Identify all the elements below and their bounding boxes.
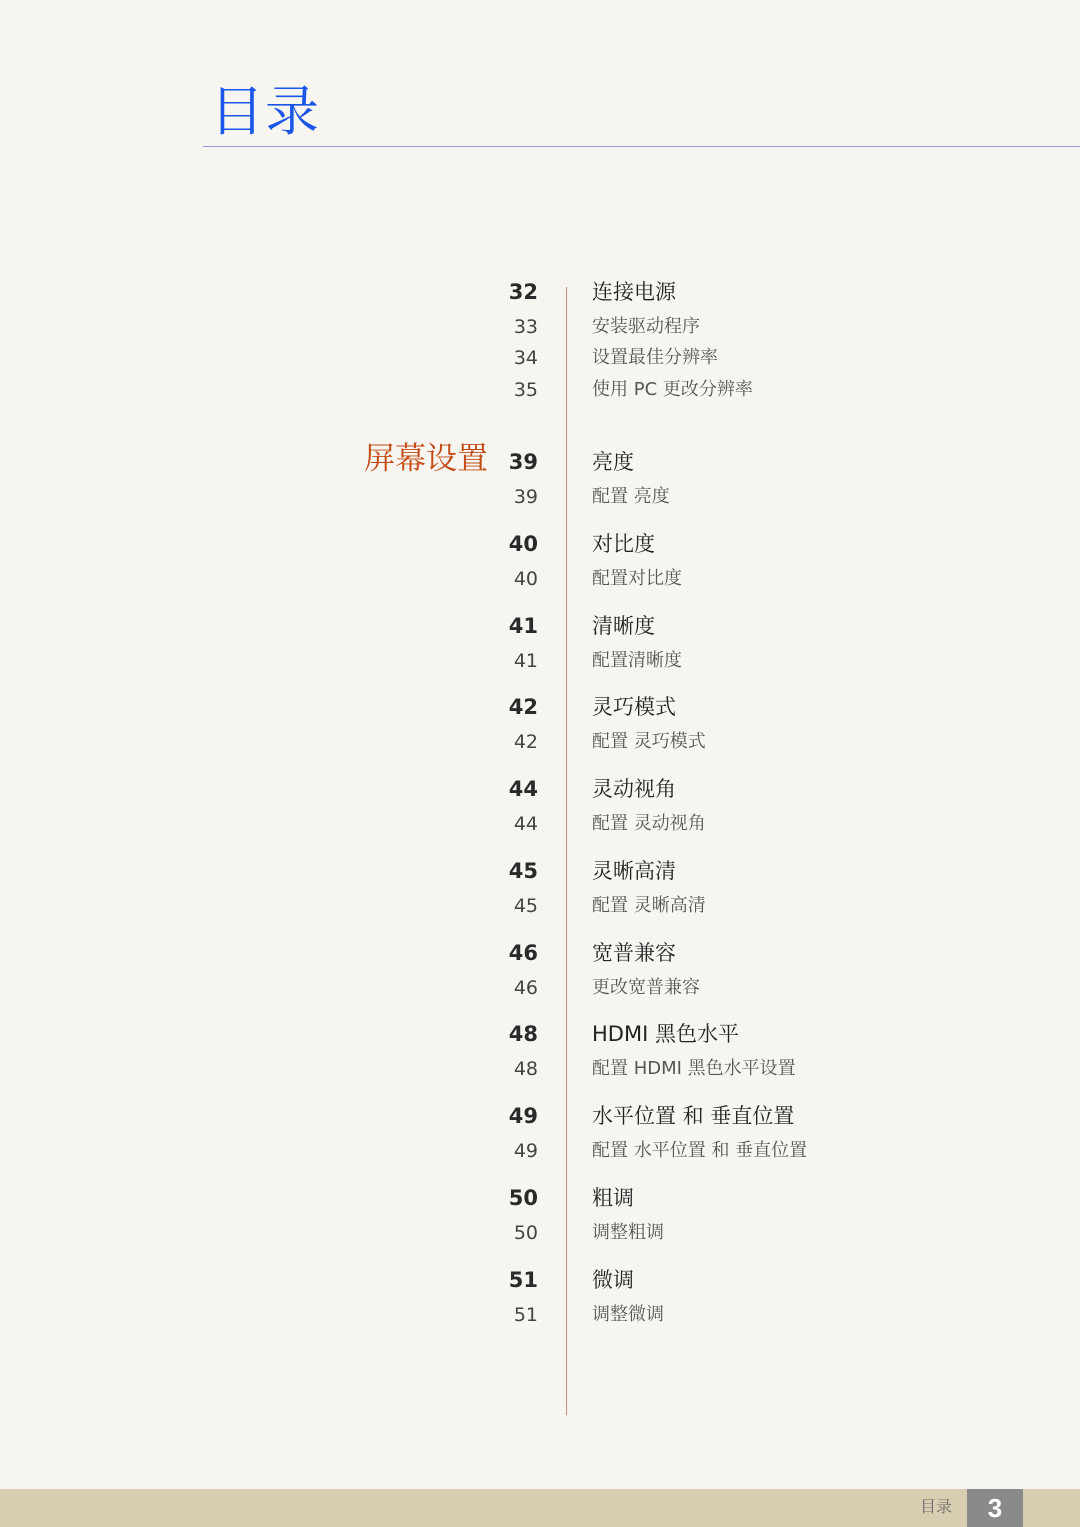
toc-page-number: 48 xyxy=(508,1022,538,1046)
page-number-badge: 3 xyxy=(967,1489,1023,1527)
toc-entry-title[interactable]: 连接电源 xyxy=(592,280,676,304)
toc-page-number: 42 xyxy=(513,731,538,753)
toc-subentry[interactable] xyxy=(0,1300,1080,1330)
toc-page-number: 45 xyxy=(508,859,538,883)
page-title: 目录 xyxy=(210,80,320,143)
toc-subentry[interactable] xyxy=(0,646,1080,676)
toc-entry-title[interactable]: 灵动视角 xyxy=(592,777,676,801)
toc-page-number: 32 xyxy=(508,280,538,304)
toc-page-number: 48 xyxy=(513,1058,538,1080)
toc-page-number: 46 xyxy=(508,941,538,965)
toc-page-number: 40 xyxy=(508,532,538,556)
toc-entry-title[interactable]: 微调 xyxy=(592,1268,634,1292)
toc-subentry[interactable] xyxy=(0,891,1080,921)
toc-subentry[interactable] xyxy=(0,482,1080,512)
toc-entry[interactable] xyxy=(0,529,1080,559)
toc-subentry-title[interactable]: 安装驱动程序 xyxy=(592,316,700,337)
footer-section-label: 目录 xyxy=(919,1497,952,1516)
toc-page-number: 34 xyxy=(513,347,538,369)
section-heading: 屏幕设置 xyxy=(364,441,488,477)
toc-page-number: 35 xyxy=(513,379,538,401)
toc-page-number: 45 xyxy=(513,895,538,917)
toc-page-number: 51 xyxy=(513,1304,538,1326)
toc-subentry-title[interactable]: 配置 水平位置 和 垂直位置 xyxy=(592,1140,808,1161)
toc-subentry-title[interactable]: 配置 亮度 xyxy=(592,486,670,507)
toc-entry[interactable] xyxy=(0,447,1080,477)
toc-page-number: 44 xyxy=(508,777,538,801)
toc-page-number: 49 xyxy=(513,1140,538,1162)
title-divider xyxy=(203,146,1080,147)
toc-entry-title[interactable]: 宽普兼容 xyxy=(592,941,676,965)
toc-entry-title[interactable]: 清晰度 xyxy=(592,614,655,638)
toc-page-number: 50 xyxy=(508,1186,538,1210)
toc-entry[interactable] xyxy=(0,856,1080,886)
toc-entry[interactable] xyxy=(0,774,1080,804)
toc-page-number: 44 xyxy=(513,813,538,835)
toc-page-number: 46 xyxy=(513,977,538,999)
toc-entry-title[interactable]: 水平位置 和 垂直位置 xyxy=(592,1104,795,1128)
toc-entry-title[interactable]: 对比度 xyxy=(592,532,655,556)
toc-entry-title[interactable]: 灵巧模式 xyxy=(592,695,676,719)
toc-subentry[interactable] xyxy=(0,312,1080,342)
toc-page-number: 42 xyxy=(508,695,538,719)
toc-page-number: 39 xyxy=(508,450,538,474)
toc-page-number: 50 xyxy=(513,1222,538,1244)
toc-subentry-title[interactable]: 配置对比度 xyxy=(592,568,682,589)
toc-subentry-title[interactable]: 配置 HDMI 黑色水平设置 xyxy=(592,1058,796,1079)
toc-subentry-title[interactable]: 调整微调 xyxy=(592,1304,664,1325)
toc-entry-title[interactable]: 亮度 xyxy=(592,450,634,474)
toc-subentry[interactable] xyxy=(0,727,1080,757)
toc-subentry-title[interactable]: 配置清晰度 xyxy=(592,650,682,671)
toc-subentry-title[interactable]: 配置 灵巧模式 xyxy=(592,731,706,752)
toc-entry[interactable] xyxy=(0,1265,1080,1295)
toc-subentry[interactable] xyxy=(0,809,1080,839)
toc-subentry-title[interactable]: 配置 灵晰高清 xyxy=(592,895,706,916)
toc-subentry-title[interactable]: 配置 灵动视角 xyxy=(592,813,706,834)
toc-entry-title[interactable]: 灵晰高清 xyxy=(592,859,676,883)
toc-entry-title[interactable]: HDMI 黑色水平 xyxy=(592,1022,739,1046)
toc-page-number: 49 xyxy=(508,1104,538,1128)
toc-entry[interactable] xyxy=(0,938,1080,968)
toc-subentry[interactable] xyxy=(0,1218,1080,1248)
toc-subentry-title[interactable]: 设置最佳分辨率 xyxy=(592,347,718,368)
toc-subentry-title[interactable]: 更改宽普兼容 xyxy=(592,977,700,998)
toc-page-number: 41 xyxy=(508,614,538,638)
toc-subentry-title[interactable]: 调整粗调 xyxy=(592,1222,664,1243)
toc-entry[interactable] xyxy=(0,692,1080,722)
toc-entry[interactable] xyxy=(0,1019,1080,1049)
footer-band xyxy=(0,1489,1080,1527)
toc-entry[interactable] xyxy=(0,611,1080,641)
toc-page-number: 39 xyxy=(513,486,538,508)
toc-entry-title[interactable]: 粗调 xyxy=(592,1186,634,1210)
toc-page-number: 41 xyxy=(513,650,538,672)
toc-entry[interactable] xyxy=(0,1101,1080,1131)
toc-entry[interactable] xyxy=(0,277,1080,307)
toc-subentry[interactable] xyxy=(0,1054,1080,1084)
toc-page-number: 40 xyxy=(513,568,538,590)
toc-subentry-title[interactable]: 使用 PC 更改分辨率 xyxy=(592,379,753,400)
toc-page-number: 51 xyxy=(508,1268,538,1292)
toc-entry[interactable] xyxy=(0,1183,1080,1213)
toc-subentry[interactable] xyxy=(0,564,1080,594)
toc-subentry[interactable] xyxy=(0,1136,1080,1166)
toc-page-number: 33 xyxy=(513,316,538,338)
toc-subentry[interactable] xyxy=(0,973,1080,1003)
toc-subentry[interactable] xyxy=(0,343,1080,373)
toc-subentry[interactable] xyxy=(0,375,1080,405)
